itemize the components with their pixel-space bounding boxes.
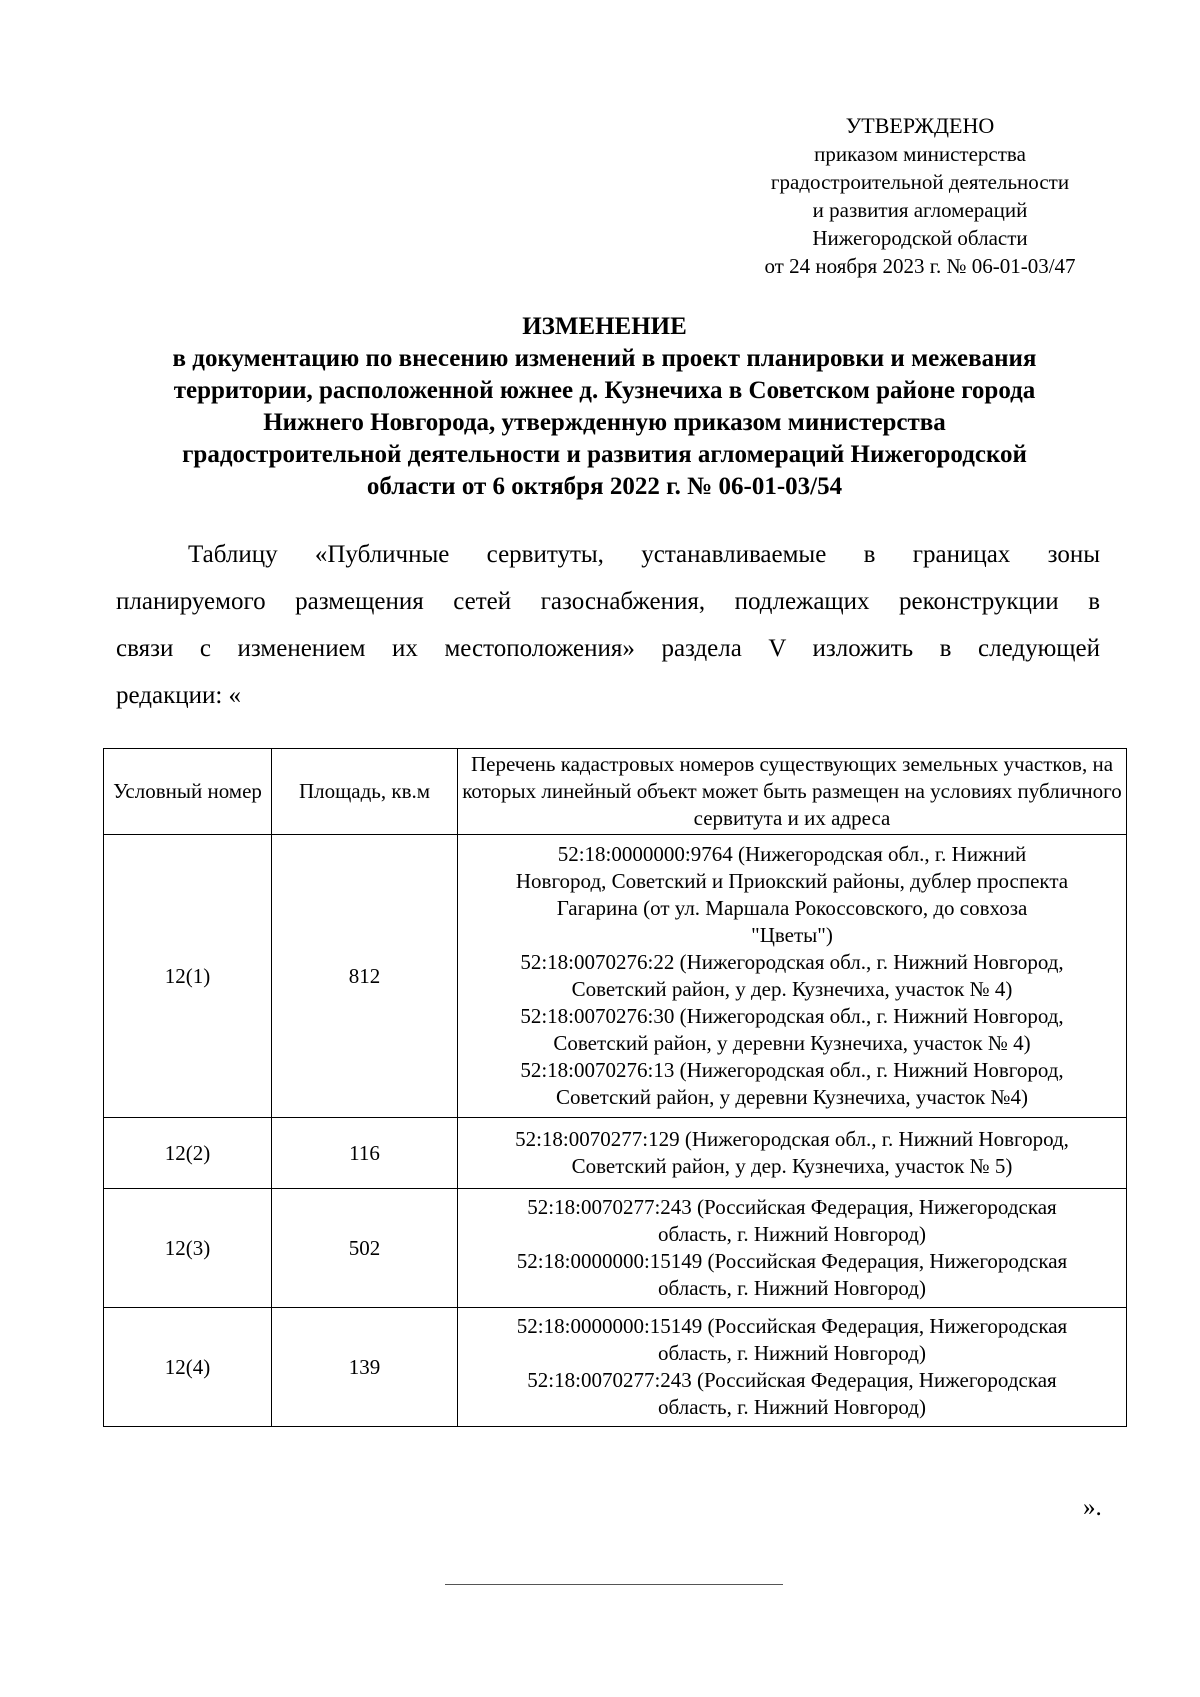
header-number: Условный номер xyxy=(104,749,272,835)
heading-line: градостроительной деятельности и развития агломераций Нижегородской xyxy=(182,441,1027,468)
parcel-line: 52:18:0070276:22 (Нижегородская обл., г. Нижний Новгород, xyxy=(520,950,1064,974)
parcel-line: 52:18:0070276:13 (Нижегородская обл., г. Нижний Новгород, xyxy=(520,1058,1064,1082)
intro-line: редакции: « xyxy=(116,682,242,709)
servitudes-table xyxy=(103,748,1127,1427)
heading-line: области от 6 октября 2022 г. № 06-01-03/54 xyxy=(366,473,843,500)
table-header-row xyxy=(104,749,1127,835)
parcel-line: Гагарина (от ул. Маршала Рокоссовского, до совхоза xyxy=(556,896,1028,920)
parcel-line: Советский район, у деревни Кузнечиха, участок № 4) xyxy=(553,1031,1031,1055)
header-parcels: Перечень кадастровых номеров существующих земельных участков, на которых линейный объект может быть размещен на условиях публичного сервитута и их адреса xyxy=(458,749,1127,835)
approval-line: и развития агломераций xyxy=(812,198,1028,222)
cell-parcels xyxy=(458,1189,1127,1308)
cell-area: 812 xyxy=(272,835,458,1118)
cell-area: 502 xyxy=(272,1189,458,1308)
cell-parcels xyxy=(458,835,1127,1118)
table-row xyxy=(104,1308,1127,1427)
parcel-line: 52:18:0070277:243 (Российская Федерация, Нижегородская xyxy=(527,1368,1057,1392)
cell-number: 12(2) xyxy=(104,1118,272,1189)
heading-line: территории, расположенной южнее д. Кузнечиха в Советском районе города xyxy=(173,377,1036,404)
parcel-line: область, г. Нижний Новгород) xyxy=(658,1341,926,1365)
parcel-line: 52:18:0070276:30 (Нижегородская обл., г. Нижний Новгород, xyxy=(520,1004,1064,1028)
parcel-line: 52:18:0000000:15149 (Российская Федерация, Нижегородская xyxy=(516,1249,1068,1273)
intro-paragraph xyxy=(116,531,1100,719)
intro-line: Таблицу «Публичные сервитуты, устанавливаемые в границах зоны xyxy=(188,541,1100,568)
parcel-line: Советский район, у деревни Кузнечиха, участок №4) xyxy=(555,1085,1028,1109)
intro-line: связи с изменением их местоположения» раздела V изложить в следующей xyxy=(116,635,1100,662)
cell-number: 12(3) xyxy=(104,1189,272,1308)
parcel-line: "Цветы") xyxy=(751,923,833,947)
approval-line: УТВЕРЖДЕНО xyxy=(845,113,995,138)
cell-parcels xyxy=(458,1118,1127,1189)
heading-line: в документацию по внесению изменений в проект планировки и межевания xyxy=(172,345,1037,372)
parcel-line: область, г. Нижний Новгород) xyxy=(658,1276,926,1300)
parcel-line: 52:18:0070277:129 (Нижегородская обл., г. Нижний Новгород, xyxy=(515,1127,1069,1151)
parcel-line: 52:18:0000000:15149 (Российская Федерация, Нижегородская xyxy=(516,1314,1068,1338)
document-title: ИЗМЕНЕНИЕ xyxy=(522,313,687,340)
table-row xyxy=(104,1118,1127,1189)
parcel-line: область, г. Нижний Новгород) xyxy=(658,1395,926,1419)
approval-line: Нижегородской области xyxy=(812,226,1028,250)
footer-divider xyxy=(445,1584,783,1585)
document-heading xyxy=(112,311,1097,503)
cell-area: 116 xyxy=(272,1118,458,1189)
parcel-line: Советский район, у дер. Кузнечиха, участок № 4) xyxy=(571,977,1013,1001)
parcel-line: Новгород, Советский и Приокский районы, дублер проспекта xyxy=(515,869,1069,893)
intro-line: планируемого размещения сетей газоснабжения, подлежащих реконструкции в xyxy=(116,588,1100,615)
cell-area: 139 xyxy=(272,1308,458,1427)
approval-line: приказом министерства xyxy=(814,142,1026,166)
cell-number: 12(4) xyxy=(104,1308,272,1427)
approval-date-line: от 24 ноября 2023 г. № 06-01-03/47 xyxy=(764,254,1076,278)
cell-parcels xyxy=(458,1308,1127,1427)
closing-quote: ». xyxy=(1083,1494,1102,1521)
parcel-line: 52:18:0000000:9764 (Нижегородская обл., г. Нижний xyxy=(557,842,1027,866)
header-area: Площадь, кв.м xyxy=(272,749,458,835)
table-row xyxy=(104,835,1127,1118)
approval-line: градостроительной деятельности xyxy=(770,170,1070,194)
cell-number: 12(1) xyxy=(104,835,272,1118)
parcel-line: область, г. Нижний Новгород) xyxy=(658,1222,926,1246)
heading-line: Нижнего Новгорода, утвержденную приказом министерства xyxy=(263,409,946,436)
parcel-line: 52:18:0070277:243 (Российская Федерация, Нижегородская xyxy=(527,1195,1057,1219)
approval-stamp xyxy=(730,112,1110,280)
table-row xyxy=(104,1189,1127,1308)
table-body xyxy=(104,835,1127,1427)
parcel-line: Советский район, у дер. Кузнечиха, участок № 5) xyxy=(571,1154,1013,1178)
